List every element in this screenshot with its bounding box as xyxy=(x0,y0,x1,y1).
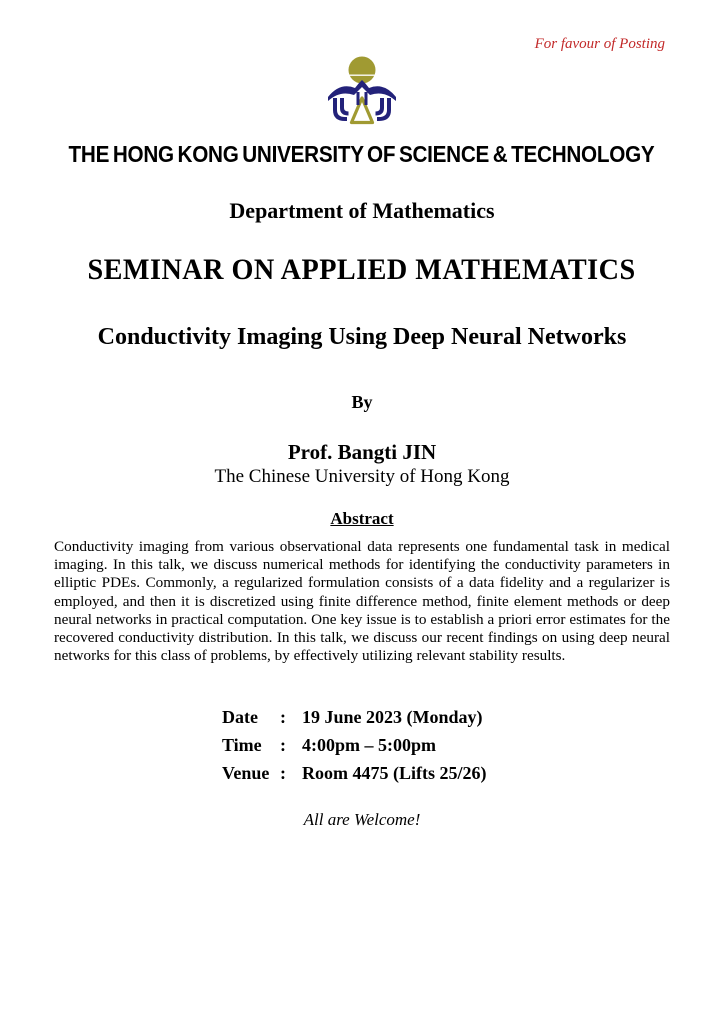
detail-row-time xyxy=(222,731,724,759)
detail-label: Date xyxy=(222,706,258,727)
posting-note: For favour of Posting xyxy=(534,36,665,52)
university-name xyxy=(0,141,724,168)
speaker-affiliation: The Chinese University of Hong Kong xyxy=(214,466,510,487)
abstract-text: Conductivity imaging from various observational data represents one fundamental task in medical imaging. In this talk, we discuss numerical methods for identifying the conductivity parameters in elliptic PDEs. Commonly, a regularized formulation consists of a data fidelity and a regularizer is employed, and then it is discretized using finite difference method, finite element methods or deep neural networks in practical computation. One key issue is to establish a priori error estimates for the recovered conductivity distribution. In this talk, we discuss our recent findings on using deep neural networks for this class of problems, by effectively utilizing relevant stability results. xyxy=(54,538,670,665)
welcome-note: All are Welcome! xyxy=(303,809,421,829)
seminar-series-title xyxy=(0,253,724,287)
abstract-heading: Abstract xyxy=(330,509,394,528)
detail-label: Venue xyxy=(222,762,270,783)
by-label: By xyxy=(351,392,373,412)
detail-value: 19 June 2023 (Monday) xyxy=(302,706,483,727)
talk-title: Conductivity Imaging Using Deep Neural Networks xyxy=(97,324,627,350)
detail-label: Time xyxy=(222,734,262,755)
detail-value: 4:00pm – 5:00pm xyxy=(302,734,436,755)
detail-separator: : xyxy=(280,706,286,727)
detail-row-venue xyxy=(222,759,724,787)
university-name-text: THE HONG KONG UNIVERSITY OF SCIENCE & TECHNOLOGY xyxy=(69,141,655,167)
event-details xyxy=(222,703,724,787)
seminar-series-text: SEMINAR ON APPLIED MATHEMATICS xyxy=(87,253,637,286)
hkust-logo-icon xyxy=(326,56,398,126)
detail-value: Room 4475 (Lifts 25/26) xyxy=(302,762,487,783)
logo-container xyxy=(0,56,724,126)
speaker-name: Prof. Bangti JIN xyxy=(287,440,437,464)
detail-row-date xyxy=(222,703,724,731)
detail-separator: : xyxy=(280,762,286,783)
detail-separator: : xyxy=(280,734,286,755)
department-name: Department of Mathematics xyxy=(229,198,495,223)
